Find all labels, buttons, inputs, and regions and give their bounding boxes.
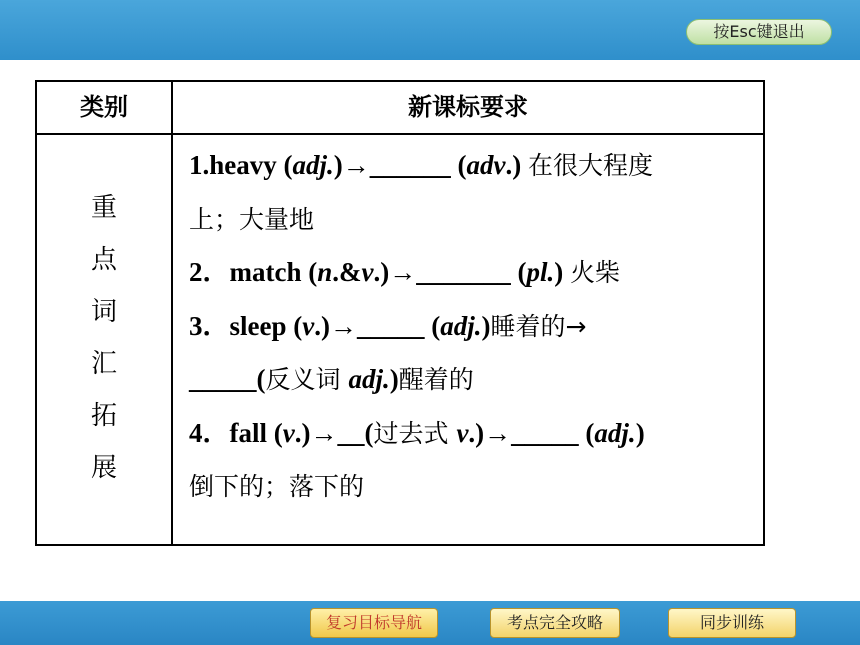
category-char: 展 — [90, 453, 117, 483]
vocab-line-match: 2．match (n.&v.)→_______ (pl.) 火柴 — [189, 257, 621, 287]
category-column-header: 类别 — [80, 93, 128, 121]
answer-blank: ______ — [369, 150, 451, 180]
vocab-line-heavy-cont: 上；大量地 — [189, 204, 315, 234]
vocab-line-sleep-cont: _____(反义词 adj.)醒着的 — [189, 364, 474, 394]
vocab-line-heavy: 1.heavy (adj.)→______ (adv.) 在很大程度 — [189, 150, 654, 180]
nav-practice-button[interactable]: 同步训练 — [668, 608, 796, 638]
table-column-divider — [171, 82, 173, 544]
requirement-cell — [189, 139, 755, 514]
esc-exit-button[interactable]: 按Esc键退出 — [686, 19, 832, 45]
category-char: 拓 — [90, 401, 117, 431]
category-char: 词 — [90, 297, 117, 327]
answer-blank: _____ — [356, 310, 425, 341]
answer-blank: __ — [337, 417, 365, 448]
nav-review-goals-button[interactable]: 复习目标导航 — [310, 608, 438, 638]
table-header-divider — [37, 133, 763, 135]
requirement-column-header: 新课标要求 — [408, 93, 528, 121]
nav-key-points-button[interactable]: 考点完全攻略 — [490, 608, 620, 638]
vocab-line-fall-cont: 倒下的；落下的 — [189, 472, 365, 501]
category-char: 点 — [90, 245, 117, 275]
category-char: 重 — [90, 193, 117, 223]
vocab-line-sleep: 3．sleep (v.)→_____ (adj.)睡着的→ — [189, 310, 587, 341]
answer-blank: _______ — [416, 257, 511, 287]
answer-blank: _____ — [189, 364, 257, 394]
category-char: 汇 — [90, 349, 117, 379]
vocab-line-fall: 4．fall (v.)→__(过去式 v.)→_____ (adj.) — [189, 417, 645, 448]
answer-blank: _____ — [511, 417, 579, 448]
vocabulary-table — [35, 80, 765, 546]
top-bar — [0, 0, 860, 60]
category-cell — [37, 182, 171, 494]
